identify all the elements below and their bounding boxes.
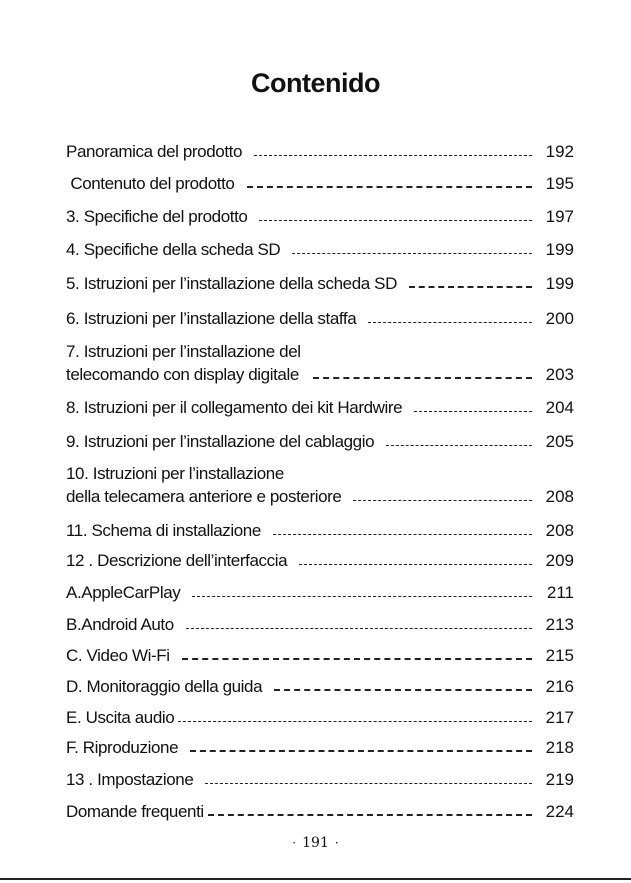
toc-entry-title: Panoramica del prodotto bbox=[66, 142, 243, 161]
dot-leader bbox=[254, 155, 532, 156]
dot-leader bbox=[414, 411, 532, 412]
toc-entry-page: 209 bbox=[545, 551, 574, 570]
toc-entry-title: 4. Specifiche della scheda SD bbox=[66, 240, 281, 259]
toc-entry-page: 199 bbox=[545, 274, 574, 293]
toc-entry-title: 10. Istruzioni per l’installazione della telecamera anteriore e posteriore bbox=[66, 464, 342, 506]
toc-entry-title: Domande frequenti bbox=[66, 802, 204, 821]
toc-entry-title: Contenuto del prodotto bbox=[66, 174, 235, 193]
toc-entry-page: 219 bbox=[545, 770, 574, 789]
toc-entry-page: 208 bbox=[545, 521, 574, 540]
page-title: Contenido bbox=[251, 68, 380, 98]
toc-entry-page: 213 bbox=[545, 615, 574, 634]
dot-leader bbox=[205, 783, 532, 784]
toc-entry[interactable] bbox=[66, 340, 574, 386]
dot-leader bbox=[190, 750, 532, 752]
toc-entry-page: 204 bbox=[545, 398, 574, 417]
toc-entry-title: 9. Istruzioni per l’installazione del cablaggio bbox=[66, 432, 375, 451]
dot-leader bbox=[313, 377, 532, 379]
toc-entry[interactable] bbox=[66, 205, 574, 228]
dot-leader bbox=[247, 186, 533, 188]
dot-leader bbox=[182, 658, 532, 660]
toc-entry-title: 13 . Impostazione bbox=[66, 770, 194, 789]
toc-entry-page: 205 bbox=[545, 432, 574, 451]
dot-leader bbox=[386, 445, 532, 446]
toc-entry[interactable] bbox=[66, 768, 574, 791]
toc-entry-page: 216 bbox=[545, 677, 574, 696]
toc-entry-page: 218 bbox=[545, 738, 574, 757]
toc-entry[interactable] bbox=[66, 706, 574, 729]
toc-entry-title: D. Monitoraggio della guida bbox=[66, 677, 263, 696]
toc-entry-page: 200 bbox=[545, 309, 574, 328]
toc-entry-page: 195 bbox=[545, 174, 574, 193]
toc-entry[interactable] bbox=[66, 396, 574, 419]
toc-entry-title: A.AppleCarPlay bbox=[66, 583, 181, 602]
toc-entry[interactable] bbox=[66, 238, 574, 261]
toc-entry[interactable] bbox=[66, 549, 574, 572]
dot-leader bbox=[274, 689, 532, 691]
page-number-value: 191 bbox=[302, 835, 329, 851]
dot-leader bbox=[368, 322, 532, 323]
toc-entry[interactable] bbox=[66, 430, 574, 453]
dot-leader bbox=[186, 628, 532, 629]
toc-entry-page: 208 bbox=[545, 487, 574, 506]
toc-entry[interactable] bbox=[66, 172, 574, 195]
toc-entry-title: C. Video Wi-Fi bbox=[66, 646, 170, 665]
dot-leader bbox=[259, 220, 532, 221]
toc-entry-title: 6. Istruzioni per l’installazione della staffa bbox=[66, 309, 357, 328]
toc-entry-page: 199 bbox=[545, 240, 574, 259]
dot-leader bbox=[273, 534, 532, 535]
dot-leader bbox=[353, 500, 532, 501]
toc-entry[interactable] bbox=[66, 644, 574, 667]
toc-entry-page: 197 bbox=[545, 207, 574, 226]
dot-leader bbox=[409, 286, 532, 288]
toc-entry-title: 5. Istruzioni per l’installazione della scheda SD bbox=[66, 274, 397, 293]
dot-leader bbox=[292, 253, 532, 254]
toc-entry[interactable] bbox=[66, 581, 574, 604]
page-number bbox=[0, 835, 631, 851]
toc-entry-page: 211 bbox=[546, 583, 574, 602]
toc-entry-title: 8. Istruzioni per il collegamento dei kit Hardwire bbox=[66, 398, 403, 417]
toc-entry[interactable] bbox=[66, 800, 574, 823]
toc-entry[interactable] bbox=[66, 307, 574, 330]
toc-entry-title: 12 . Descrizione dell’interfaccia bbox=[66, 551, 288, 570]
toc-entry[interactable] bbox=[66, 736, 574, 759]
toc-entry[interactable] bbox=[66, 462, 574, 508]
toc-entry-title: F. Riproduzione bbox=[66, 738, 179, 757]
toc-entry-page: 217 bbox=[545, 708, 574, 727]
toc-entry[interactable] bbox=[66, 140, 574, 163]
dot-leader bbox=[192, 596, 532, 597]
footer-rule bbox=[0, 878, 631, 880]
toc-entry[interactable] bbox=[66, 519, 574, 542]
toc-entry[interactable] bbox=[66, 272, 574, 295]
dot-leader bbox=[299, 564, 532, 565]
toc-entry-page: 224 bbox=[545, 802, 574, 821]
toc-entry-page: 192 bbox=[545, 142, 574, 161]
toc-entry[interactable] bbox=[66, 613, 574, 636]
toc-entry-title: 3. Specifiche del prodotto bbox=[66, 207, 248, 226]
dot-leader bbox=[178, 721, 532, 722]
toc-entry-title: E. Uscita audio bbox=[66, 708, 175, 727]
page-number-dot: · bbox=[334, 836, 339, 850]
toc-entry-page: 215 bbox=[545, 646, 574, 665]
page-number-dot: · bbox=[292, 836, 297, 850]
toc-entry-title: B.Android Auto bbox=[66, 615, 174, 634]
toc-entry[interactable] bbox=[66, 675, 574, 698]
toc-entry-page: 203 bbox=[545, 365, 574, 384]
toc-entry-title: 11. Schema di installazione bbox=[66, 521, 261, 540]
dot-leader bbox=[208, 814, 532, 816]
toc-entry-title: 7. Istruzioni per l’installazione del telecomando con display digitale bbox=[66, 342, 301, 384]
